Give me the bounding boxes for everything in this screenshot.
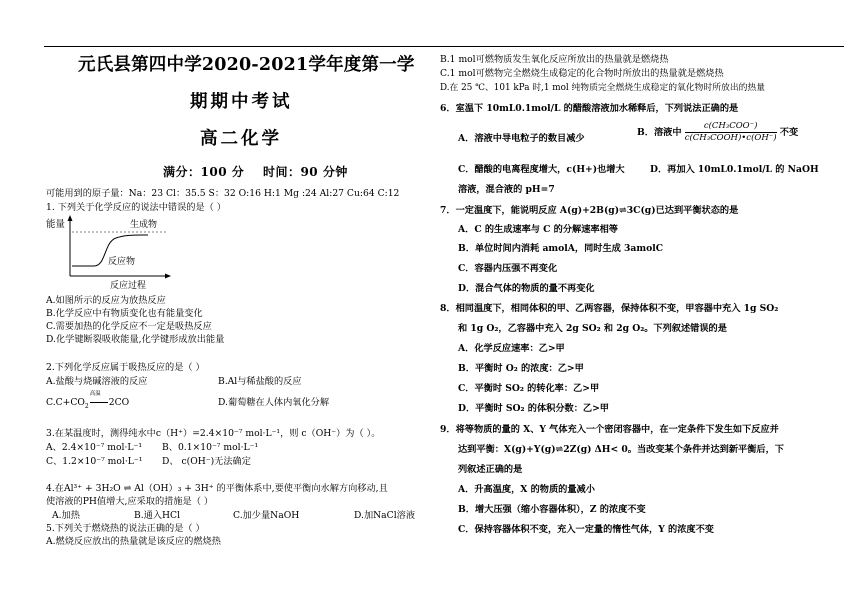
- q9-stem-line2: 达到平衡：X(g)+Y(g)⇌2Z(g) ΔH< 0。当改变某个条件并达到新平衡后，下: [458, 444, 784, 455]
- q7-stem: 7．一定温度下，能说明反应 A(g)+2B(g)⇌3C(g)已达到平衡状态的是: [440, 205, 739, 216]
- q7-option-d: D．混合气体的物质的量不再变化: [458, 283, 595, 294]
- q4-option-a: A.加热: [52, 510, 80, 521]
- process-label: 反应过程: [110, 281, 147, 290]
- q2-option-d: D.葡萄糖在人体内氧化分解: [218, 397, 330, 408]
- q7-option-b: B．单位时间内消耗 amolA，同时生成 3amolC: [458, 243, 664, 254]
- q2-option-c: $C.C+CO_2$ 高温 2CO: [46, 391, 130, 410]
- q2-option-b: B.Al与稀盐酸的反应: [218, 376, 302, 387]
- q1-option-a: A.如图所示的反应为放热反应: [46, 295, 166, 306]
- exam-title-line1: 元氏县第四中学2020-2021学年度第一学: [78, 55, 415, 75]
- q8-stem-line2: 和 1g O₂，乙容器中充入 2g SO₂ 和 2g O₂。下列叙述错误的是: [458, 323, 727, 334]
- q8-option-c: C．平衡时 SO₂ 的转化率：乙>甲: [458, 383, 600, 394]
- subject-title: 高二化学: [200, 129, 282, 149]
- energy-diagram: [44, 214, 174, 290]
- top-rule: [44, 46, 844, 47]
- q1-option-d: D.化学键断裂吸收能量,化学键形成放出能量: [46, 334, 225, 345]
- q5-option-a: A.燃烧反应放出的热量就是该反应的燃烧热: [46, 536, 221, 547]
- q6-option-d: D．再加入 10mL0.1mol/L 的 NaOH: [650, 164, 819, 175]
- energy-axis-label: 能量: [46, 219, 66, 230]
- q5-option-d: D.在 25 ℃、101 kPa 时,1 mol 纯物质完全燃烧生成稳定的氧化物时所放出的热量: [440, 83, 766, 93]
- q7-option-a: A．C 的生成速率与 C 的分解速率相等: [458, 224, 618, 235]
- q1-option-b: B.化学反应中有物质变化也有能量变化: [46, 308, 203, 319]
- q6-fraction: $\frac{\text{c(CH₃COO⁻)}}{\text{c(CH₃COOH)•c(OH⁻)}}$: [684, 121, 777, 144]
- q1-stem: 1. 下列关于化学反应的说法中错误的是（ ）: [46, 202, 226, 213]
- q8-option-d: D．平衡时 SO₂ 的体积分数：乙>甲: [458, 403, 609, 414]
- q6-option-d-cont: 溶液，混合液的 pH=7: [458, 184, 555, 195]
- q3-option-d: D、 c(OH⁻)无法确定: [162, 456, 251, 467]
- q9-option-c: C．保持容器体积不变，充入一定量的惰性气体，Y 的浓度不变: [458, 524, 714, 535]
- q2-stem: 2.下列化学反应属于吸热反应的是（ ）: [46, 362, 205, 373]
- q8-option-b: B．平衡时 O₂ 的浓度：乙>甲: [458, 363, 584, 374]
- q3-stem: 3.在某温度时，测得纯水中c（H⁺）=2.4×10⁻⁷ mol·L⁻¹，则 c（OH⁻）为（ ）。: [46, 428, 381, 439]
- q1-option-c: C.需要加热的化学反应不一定是吸热反应: [46, 321, 212, 332]
- q2-option-a: A.盐酸与烧碱溶液的反应: [46, 376, 148, 387]
- q3-option-c: C、1.2×10⁻⁷ mol·L⁻¹: [46, 456, 143, 467]
- q8-option-a: A．化学反应速率：乙>甲: [458, 343, 565, 354]
- q9-option-b: B．增大压强（缩小容器体积），Z 的浓度不变: [458, 504, 646, 515]
- q9-stem-line3: 列叙述正确的是: [458, 464, 523, 475]
- q3-option-b: B、0.1×10⁻⁷ mol·L⁻¹: [162, 442, 259, 453]
- y-axis-arrow: [68, 215, 73, 221]
- reactant-label: 反应物: [108, 257, 136, 267]
- x-axis-arrow: [165, 274, 171, 279]
- q6-option-c: C．醋酸的电离程度增大，c(H+)也增大: [458, 164, 625, 175]
- atomic-masses: 可能用到的原子量：Na：23 Cl：35.5 S：32 O:16 H:1 Mg :24 Al:27 Cu:64 C:12: [46, 188, 400, 199]
- q6-stem: 6．室温下 10mL0.1mol/L 的醋酸溶液加水稀释后，下列说法正确的是: [440, 103, 739, 114]
- q7-option-c: C．容器内压强不再变化: [458, 263, 558, 274]
- q9-stem-line1: 9．将等物质的量的 X、Y 气体充入一个密闭容器中，在一定条件下发生如下反应并: [440, 424, 779, 435]
- q4-option-c: C.加少量NaOH: [233, 510, 300, 521]
- score-time: 满分：100 分 时间：90 分钟: [163, 165, 348, 179]
- q4-stem-line1: 4.在Al³⁺ + 3H₂O ⇌ Al（OH）₃ + 3H⁺ 的平衡体系中,要使平衡向水解方向移动,且: [46, 483, 388, 494]
- q4-option-b: B.通入HCl: [134, 510, 181, 521]
- q5-option-b: B.1 mol可燃物质发生氧化反应所放出的热量就是燃烧热: [440, 54, 669, 65]
- q4-stem-line2: 使溶液的PH值增大,应采取的措施是（ ）: [46, 496, 214, 507]
- q6-option-a: A．溶液中导电粒子的数目减少: [458, 133, 585, 144]
- exam-title-line2: 期期中考试: [190, 92, 293, 112]
- q3-option-a: A、2.4×10⁻⁷ mol·L⁻¹: [46, 442, 143, 453]
- q5-stem: 5.下列关于燃烧热的说法正确的是（ ）: [46, 523, 205, 534]
- q8-stem-line1: 8．相同温度下，相同体积的甲、乙两容器，保持体积不变，甲容器中充入 1g SO₂: [440, 303, 779, 314]
- q9-option-a: A．升高温度，X 的物质的量减小: [458, 484, 595, 495]
- q6-option-b: B．溶液中 $\frac{\text{c(CH₃COO⁻)}}{\text{c(CH₃COOH)•c(OH⁻)}}$ 不变: [637, 121, 799, 144]
- q4-option-d: D.加NaCl溶液: [354, 510, 416, 521]
- product-label: 生成物: [130, 220, 158, 230]
- q5-option-c: C.1 mol可燃物完全燃烧生成稳定的化合物时所放出的热量就是燃烧热: [440, 68, 724, 79]
